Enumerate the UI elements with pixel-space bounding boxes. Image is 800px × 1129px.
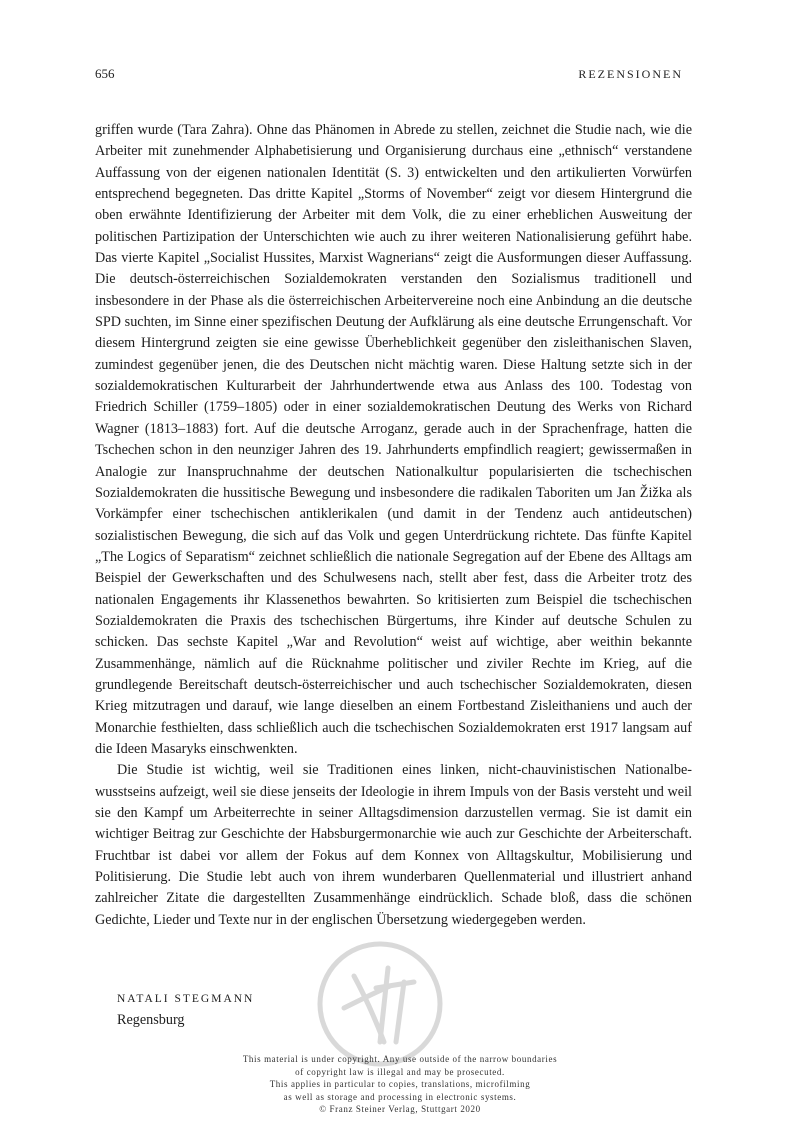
paragraph: griffen wurde (Tara Zahra). Ohne das Phänomen in Abrede zu stellen, zeichnet die Studie nach, wie die Arbeiter mit zunehmender Alphabetisierung und Organisierung durchaus eine „ethnisch“ verstandene Auffassung von der eigenen nationalen Identität (S. 3) entwickelten und den artikulierten Vorwürfen entsprechend begegneten. Das dritte Kapitel „Storms of November“ zeigt vor diesem Hintergrund die oben erwähnte Identifizierung der Arbeiter mit dem Volk, die zu einer erheblichen Ausweitung der politischen Partizipation der Unterschichten wie auch zu ihrer weiteren Nationalisierung geführt habe. Das vierte Kapitel „Socialist Hussites, Marxist Wagnerians“ zeigt die Ausformungen dieser Auffassung. Die deutsch-österreichischen Sozialdemokraten verstanden den Sozialismus traditionell und insbesondere in der Phase als die österreichischen Arbeitervereine noch eine Anbindung an die deutsche SPD suchten, im Sinne einer spezifischen Deutung der Aufklärung als eine deutsche Errungenschaft. Vor diesem Hintergrund zeigten sie eine gewisse Überheblichkeit gegenüber den zisleithanischen Slaven, zumindest gegenüber jenen, die des Deutschen nicht mächtig waren. Diese Haltung setzte sich in der sozialdemokratischen Kulturarbeit der Jahrhundertwende etwa aus Anlass des 100. Todestag von Friedrich Schiller (1759–1805) oder in einer sozialdemokratischen Deutung des Werks von Richard Wagner (1813–1883) fort. Auf die deutsche Arroganz, gerade auch in der Sprachenfrage, hatten die Tschechen schon in den neunziger Jahren des 19. Jahrhunderts empfindlich reagiert; gewissermaßen in Analogie zur Inanspruchnahme der deutschen Nationalkultur popularisierten die tschechischen Sozialdemokraten die hussitische Bewegung und insbesondere die radikalen Taboriten um Jan Žižka als Vorkämpfer einer tschechischen antiklerikalen (und damit in der Tendenz auch antideutschen) sozialistischen Bewegung, die sich auf das Volk und gegen Unterdrückung richtete. Das fünfte Kapitel „The Logics of Separatism“ zeichnet schließlich die nationale Segregation auf der Ebene des Alltags am Beispiel der Gewerkschaften und des Schulwesens nach, stellt aber fest, dass die Arbeiter trotz des nationalen Engagements ihr Klassenethos bewahrten. So kritisierten zum Beispiel die tschechischen Sozialdemokraten die Praxis des tschechischen Bürgertums, ihre Kinder auf deutsche Schulen zu schicken. Das sechste Kapitel „War and Revolution“ weist auf wichtige, aber weithin bekannte Zusammenhänge, nämlich auf die Rücknahme politischer und ziviler Rechte im Krieg, auf die grundlegende Bereitschaft deutsch-österreichischer und auch tschechischer Sozialdemokraten, diesen Krieg mitzutragen und darauf, wie lange dieselben an einem Fortbestand Zisleithaniens und auch der Monarchie festhielten, dass schließlich auch die tschechischen Sozialdemokraten erst 1917 langsam auf die Ideen Masaryks einschwenkten. [95, 122, 692, 757]
copyright-notice [0, 1053, 800, 1116]
review-body [95, 120, 692, 931]
author-block [117, 990, 254, 1032]
page-header [95, 66, 683, 82]
author-name: NATALI STEGMANN [117, 993, 255, 1005]
copyright-line: © Franz Steiner Verlag, Stuttgart 2020 [319, 1104, 481, 1115]
copyright-line: of copyright law is illegal and may be prosecuted. [295, 1066, 505, 1077]
copyright-line: This applies in particular to copies, translations, microfilming [269, 1079, 531, 1090]
copyright-line: as well as storage and processing in electronic systems. [283, 1091, 517, 1102]
copyright-line: This material is under copyright. Any use outside of the narrow boundaries [242, 1054, 558, 1064]
running-head: REZENSIONEN [578, 67, 683, 81]
page-number: 656 [95, 66, 115, 81]
author-city: Regensburg [117, 1012, 185, 1028]
paragraph: Die Studie ist wichtig, weil sie Traditionen eines linken, nicht-chauvinistischen Nationalbewusstseins aufzeigt, weil sie diese jenseits der Ideologie in ihrem Impuls von der Basis versteht und weil sie den Kampf um Arbeiterrechte in seiner Alltagsdimension darzustellen vermag. Sie ist damit ein wichtiger Beitrag zur Geschichte der Habsburgermonarchie wie auch zur Geschichte der Arbeiterschaft. Fruchtbar ist dabei vor allem der Fokus auf dem Konnex von Alltagskultur, Mobilisierung und Politisierung. Die Studie lebt auch von ihrem wunderbaren Quellenmaterial und illustriert anhand zahlreicher Zitate die dargestellten Zusammenhänge eindrücklich. Schade bloß, dass die schönen Gedichte, Lieder und Texte nur in der englischen Übersetzung wiedergegeben werden. [95, 762, 692, 928]
publisher-monogram-icon [314, 938, 446, 1070]
